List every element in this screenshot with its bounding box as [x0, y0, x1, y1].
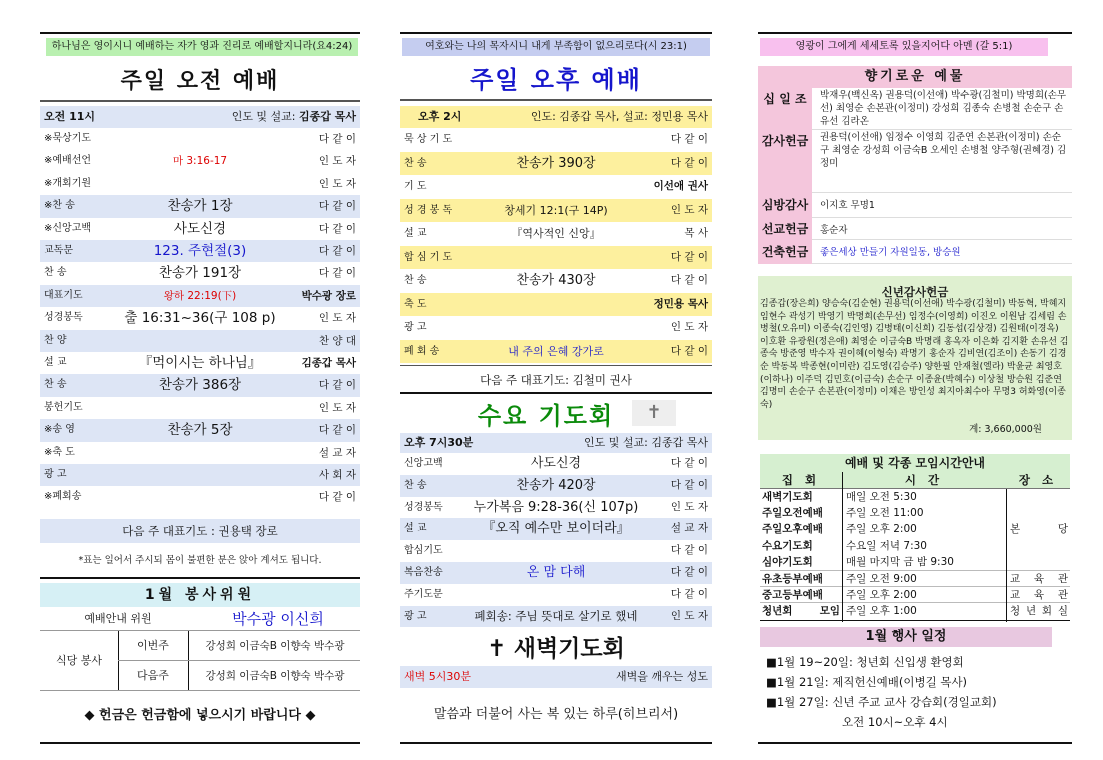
order-row: [40, 173, 360, 195]
order-row: [40, 150, 360, 172]
row-label: 설 교: [44, 357, 67, 368]
row-content: 찬송가 386장: [158, 377, 242, 394]
service-title: 1월 봉사위원: [40, 583, 360, 607]
offering-column: [758, 0, 1072, 760]
row-content: 내 주의 은혜 강가로: [508, 344, 604, 358]
schedule-row: [760, 538, 1070, 554]
row-label: 합심기도: [404, 545, 443, 557]
offering-title: 향기로운 예물: [758, 66, 1072, 88]
row-leader: 사 회 자: [318, 469, 356, 481]
cross-church-icon: ✝: [632, 400, 676, 426]
order-row: [40, 419, 360, 441]
order-row: [40, 307, 360, 329]
event-item: ■1월 27일: 신년 주교 교사 강습회(경일교회): [766, 695, 997, 709]
usher-label: 예배안내 위원: [84, 612, 152, 625]
offering-names: 이지호 무명1: [820, 200, 875, 211]
dawn-header: 새벽 5시30분 새벽을 깨우는 성도: [400, 666, 712, 688]
order-row: [400, 246, 712, 270]
offering-label: 십 일 조: [758, 88, 812, 130]
row-leader: 다 같 이: [318, 424, 356, 437]
afternoon-next-prayer: 다음 주 대표기도: 김철미 권사: [480, 373, 632, 387]
row-leader: 다 같 이: [318, 491, 356, 504]
offering-row: [758, 130, 1072, 193]
standing-note: *표는 일어서 주시되 몸이 불편한 분은 앉아 계셔도 됩니다.: [78, 555, 322, 566]
row-label: 찬 양: [44, 334, 67, 346]
order-row: [40, 240, 360, 262]
row-content: 찬송가 430장: [516, 273, 596, 288]
schedule-row: [760, 521, 1070, 537]
meeting-name: 청년회 모임: [762, 605, 840, 618]
row-label: 광 고: [44, 469, 67, 480]
offering-row: [758, 88, 1072, 130]
row-leader: 다 같 이: [670, 274, 708, 286]
row-leader: 인 도 자: [318, 177, 356, 190]
usher-names: 박수광 이신희: [232, 610, 324, 628]
row-content: 찬송가 390장: [516, 155, 596, 171]
row-leader: 찬 양 대: [318, 334, 356, 347]
event-item: ■1월 21일: 제직헌신예배(이병길 목사): [766, 675, 968, 689]
row-content: 사도신경: [530, 456, 582, 471]
motto-banner-2: 여호와는 나의 목자시니 내게 부족함이 없으리로다(시 23:1): [402, 38, 710, 56]
dawn-tagline: 말씀과 더불어 사는 복 있는 하루(히브리서): [433, 707, 679, 722]
row-leader: 다 같 이: [670, 457, 708, 469]
this-week-names: 강성희 이금숙B 이향숙 박수광: [205, 640, 345, 652]
row-content: 마 3:16-17: [172, 155, 228, 168]
row-label: 신앙고백: [404, 458, 443, 469]
meeting-time: 매일 오전 5:30: [846, 491, 917, 503]
row-content: 123. 주현절(3): [153, 243, 247, 259]
row-label: 설 교: [404, 523, 427, 535]
order-row: [400, 518, 712, 540]
row-content: 『먹이시는 하나님』: [138, 355, 262, 371]
meeting-name: 주일오후예배: [762, 523, 823, 536]
order-row: [400, 269, 712, 293]
offering-row: [758, 193, 1072, 218]
row-label: 봉헌기도: [44, 401, 83, 413]
row-label: 주기도문: [404, 588, 443, 600]
row-leader: 다 같 이: [670, 544, 708, 557]
order-row: [40, 128, 360, 150]
kitchen-label: 식당 봉사: [40, 631, 118, 691]
row-label: 폐 회 송: [404, 345, 440, 357]
offering-label: 건축헌금: [758, 240, 812, 264]
order-row: [400, 316, 712, 340]
row-content: 온 맘 다해: [526, 565, 586, 580]
order-row: [40, 442, 360, 464]
order-row: [40, 218, 360, 240]
order-row: [40, 330, 360, 352]
row-leader: 다 같 이: [318, 222, 356, 235]
schedule-row: [760, 602, 1070, 618]
page-title: 주일 오전 예배: [120, 69, 280, 94]
order-row: [400, 562, 712, 584]
order-row: [400, 584, 712, 606]
order-row: [40, 397, 360, 419]
row-leader: 다 같 이: [318, 200, 356, 213]
order-row: [40, 464, 360, 486]
meeting-time: 주일 오전 11:00: [846, 507, 924, 520]
event-item: ■1월 19~20일: 청년회 신입생 환영회: [766, 655, 964, 669]
offering-names: 박재우(백신옥) 권용덕(이선애) 박수광(김철미) 박명희(손무선) 최영순 손본관(이정미) 강성희 김종숙 손병철 손순구 손유선 김라온: [820, 90, 1067, 127]
offering-label: 선교헌금: [758, 218, 812, 240]
offering-names: 홍순자: [820, 225, 848, 236]
order-row: [400, 222, 712, 246]
meeting-place: 교 육 관: [1010, 589, 1068, 602]
order-row: [40, 352, 360, 374]
offering-label: 심방감사: [758, 193, 812, 218]
schedule-header: [760, 472, 1070, 489]
row-content: 창세기 12:1(구 14P): [504, 203, 608, 217]
row-content: 누가복음 9:28-36(신 107p): [473, 499, 639, 515]
schedule-row: [760, 554, 1070, 570]
events-title: 1월 행사 일정: [760, 627, 1052, 647]
newyear-title: 신년감사헌금: [881, 285, 949, 299]
row-leader: 다 같 이: [670, 478, 708, 491]
meeting-place: 교 육 관: [1010, 573, 1068, 585]
order-row: [400, 199, 712, 223]
offering-row: [758, 240, 1072, 264]
row-label: 축 도: [404, 298, 427, 310]
row-label: 설 교: [404, 228, 427, 239]
row-label: 기 도: [404, 181, 427, 192]
offering-note: ◆ 헌금은 헌금함에 넣으시기 바랍니다 ◆: [84, 708, 316, 723]
next-week-names: 강성희 이금숙B 이향숙 박수광: [205, 670, 345, 682]
row-label: ※신앙고백: [44, 222, 92, 234]
row-label: 합 심 기 도: [404, 251, 453, 263]
schedule-col-header: 집 회: [781, 473, 821, 487]
meeting-name: 중고등부예배: [762, 589, 823, 602]
meeting-name: 심야기도회: [762, 555, 813, 568]
meeting-time: 매월 마지막 금 밤 9:30: [846, 555, 954, 568]
event-item: 오전 10시~오후 4시: [842, 715, 948, 729]
motto-banner-3: 영광이 그에게 세세토록 있을지어다 아멘 (갈 5:1): [760, 38, 1048, 56]
order-row: [40, 285, 360, 307]
meeting-time: 주일 오후 2:00: [846, 589, 917, 602]
order-row: [40, 262, 360, 284]
row-content: 『역사적인 신앙』: [511, 227, 601, 240]
row-leader: 이선애 권사: [653, 180, 708, 192]
row-leader: 설 교 자: [670, 522, 708, 535]
meeting-time: 주일 오후 2:00: [846, 523, 917, 536]
row-label: ※묵상기도: [44, 133, 92, 144]
afternoon-service-column: [400, 0, 712, 760]
meeting-name: 유초등부예배: [762, 573, 823, 585]
order-row: [400, 128, 712, 152]
row-content: 『오직 예수만 보이더라』: [482, 521, 630, 537]
row-leader: 다 같 이: [670, 133, 708, 145]
row-label: 묵 상 기 도: [404, 134, 453, 145]
row-label: 찬 송: [44, 267, 67, 279]
offering-names: 좋은세상 만들기 자원일동, 방승원: [820, 247, 961, 258]
row-leader: 다 같 이: [670, 250, 708, 263]
row-label: 성경봉독: [404, 501, 443, 513]
row-label: 교독문: [44, 245, 73, 256]
row-label: ※개회기원: [44, 177, 92, 189]
dawn-title: ✝ 새벽기도회: [487, 636, 625, 662]
wednesday-title: 수요 기도회: [477, 402, 615, 430]
schedule-row: [760, 570, 1070, 586]
row-label: 광 고: [404, 322, 427, 333]
meeting-time: 주일 오전 9:00: [846, 573, 917, 585]
cross-icon: ✝: [487, 636, 514, 662]
row-content: 찬송가 420장: [516, 477, 596, 493]
row-label: 복음찬송: [404, 567, 443, 578]
row-leader: 설 교 자: [318, 446, 356, 459]
order-row: [400, 293, 712, 317]
offering-names: 권용덕(이선애) 임정수 이영희 김준연 손본관(이정미) 손순구 최영순 강성희 이금숙B 오세인 손병철 양주형(권혜경) 김정미: [820, 132, 1067, 169]
row-label: ※폐회송: [44, 491, 82, 503]
row-leader: 인 도 자: [670, 203, 708, 216]
row-content: 출 16:31~36(구 108 p): [124, 310, 276, 327]
meeting-time: 주일 오후 1:00: [846, 605, 917, 618]
afternoon-header: 오후 2시 인도: 김종갑 목사, 설교: 정민용 목사: [400, 106, 712, 128]
next-week-label: 다음주: [137, 669, 169, 682]
row-leader: 다 같 이: [670, 156, 708, 169]
row-label: 대표기도: [44, 289, 83, 301]
meeting-place: 청 년 회 실: [1010, 605, 1068, 618]
row-leader: 다 같 이: [318, 379, 356, 392]
row-content: 폐회송: 주님 뜻대로 살기로 했네: [474, 608, 638, 623]
offering-label: 감사헌금: [758, 130, 812, 193]
row-leader: 박수광 장로: [301, 289, 356, 302]
row-leader: 다 같 이: [318, 245, 356, 257]
offering-row: [758, 218, 1072, 240]
meeting-place: 본 당: [1010, 523, 1068, 536]
row-label: 성경봉독: [44, 312, 83, 324]
order-row: [400, 152, 712, 176]
wednesday-header: 오후 7시30분 인도 및 설교: 김종갑 목사: [400, 433, 712, 453]
order-row: [400, 453, 712, 475]
order-row: [400, 540, 712, 562]
row-label: 광 고: [404, 610, 427, 622]
meeting-time: 수요일 저녁 7:30: [846, 539, 927, 552]
row-leader: 정민용 목사: [653, 297, 708, 310]
newyear-box: [758, 276, 1072, 440]
schedule-col-header: 장 소: [1018, 473, 1058, 487]
morning-service-column: [40, 0, 360, 760]
row-leader: 다 같 이: [670, 566, 708, 578]
schedule-row: [760, 586, 1070, 602]
this-week-label: 이번주: [137, 639, 169, 652]
order-row: [40, 486, 360, 508]
row-label: ※축 도: [44, 446, 75, 458]
row-leader: 목 사: [684, 227, 708, 239]
row-leader: 다 같 이: [318, 133, 356, 145]
meeting-name: 주일오전예배: [762, 507, 823, 520]
row-leader: 다 같 이: [670, 587, 708, 600]
row-leader: 인 도 자: [670, 321, 708, 333]
row-leader: 인 도 자: [318, 155, 356, 168]
row-label: 찬 송: [404, 479, 427, 491]
schedule-row: [760, 505, 1070, 521]
row-label: ※찬 송: [44, 200, 75, 212]
row-label: 찬 송: [44, 379, 67, 391]
row-content: 찬송가 1장: [167, 198, 233, 215]
afternoon-title: 주일 오후 예배: [470, 66, 642, 94]
meeting-name: 수요기도회: [762, 539, 813, 552]
service-header: 오전 11시 인도 및 설교: 김종갑 목사: [40, 106, 360, 128]
order-row: [400, 175, 712, 199]
order-row: [400, 497, 712, 519]
row-label: ※송 영: [44, 424, 75, 436]
schedule-row: [760, 489, 1070, 505]
schedule-title: 예배 및 각종 모임시간안내: [760, 454, 1070, 472]
row-content: 왕하 22:19(下): [163, 289, 237, 302]
row-leader: 다 같 이: [318, 267, 356, 280]
order-row: [40, 195, 360, 217]
row-label: 성 경 봉 독: [404, 204, 453, 216]
row-label: 찬 송: [404, 157, 427, 169]
next-prayer: 다음 주 대표기도 : 권용택 장로: [40, 519, 360, 543]
schedule-col-header: 시 간: [904, 473, 944, 487]
row-leader: 인 도 자: [670, 500, 708, 513]
meeting-name: 새벽기도회: [762, 491, 813, 503]
row-leader: 인 도 자: [318, 312, 356, 325]
row-content: 찬송가 191장: [158, 265, 242, 282]
row-content: 사도신경: [173, 220, 227, 237]
row-content: 찬송가 5장: [167, 422, 233, 439]
newyear-names: 김종갑(장은희) 양승숙(김순현) 권용덕(이선애) 박수광(김철미) 박동혁, 박혜지 임현수 곽성기 박영기 박명희(손무선) 임정수(이영희) 이진오 이원남 김세림 손병철(오유미) 이종숙(김인영) 김병태(이신희) 김동섭(김상경) 김원태(이경옥) 이호환 유광원(정은애) 최영순 이금숙B 박명래 홍옥자 이은화 김지환 손유선 김종숙 방준영 박수자 권이혜(이형숙) 곽명기 홍순자 김비연(김조이) 손동기 김경순 박동복 박종현(이미란) 김도영(김승주) 양한필 안재철(엘라) 박윤균 최영호(이하나) 이주덕 김민호(이금숙) 손순구 이종윤(박혜수) 이상철 방승원 김준연 김명미 손순구 손본관(이정미) 이채은 방인성 최지아최수아 무명3 허화영(이종숙): [760, 299, 1069, 410]
newyear-total: 계: 3,660,000원: [969, 424, 1042, 435]
order-row: [400, 340, 712, 364]
order-row: [400, 475, 712, 497]
row-leader: 인 도 자: [670, 609, 708, 622]
motto-banner: 하나님은 영이시니 예배하는 자가 영과 진리로 예배할지니라(요4:24): [46, 38, 358, 56]
row-label: 찬 송: [404, 275, 427, 286]
row-leader: 김종갑 목사: [301, 357, 356, 369]
row-label: ※예배선언: [44, 155, 92, 167]
row-leader: 다 같 이: [670, 344, 708, 357]
order-row: [40, 374, 360, 396]
row-leader: 인 도 자: [318, 401, 356, 414]
order-row: [400, 606, 712, 628]
